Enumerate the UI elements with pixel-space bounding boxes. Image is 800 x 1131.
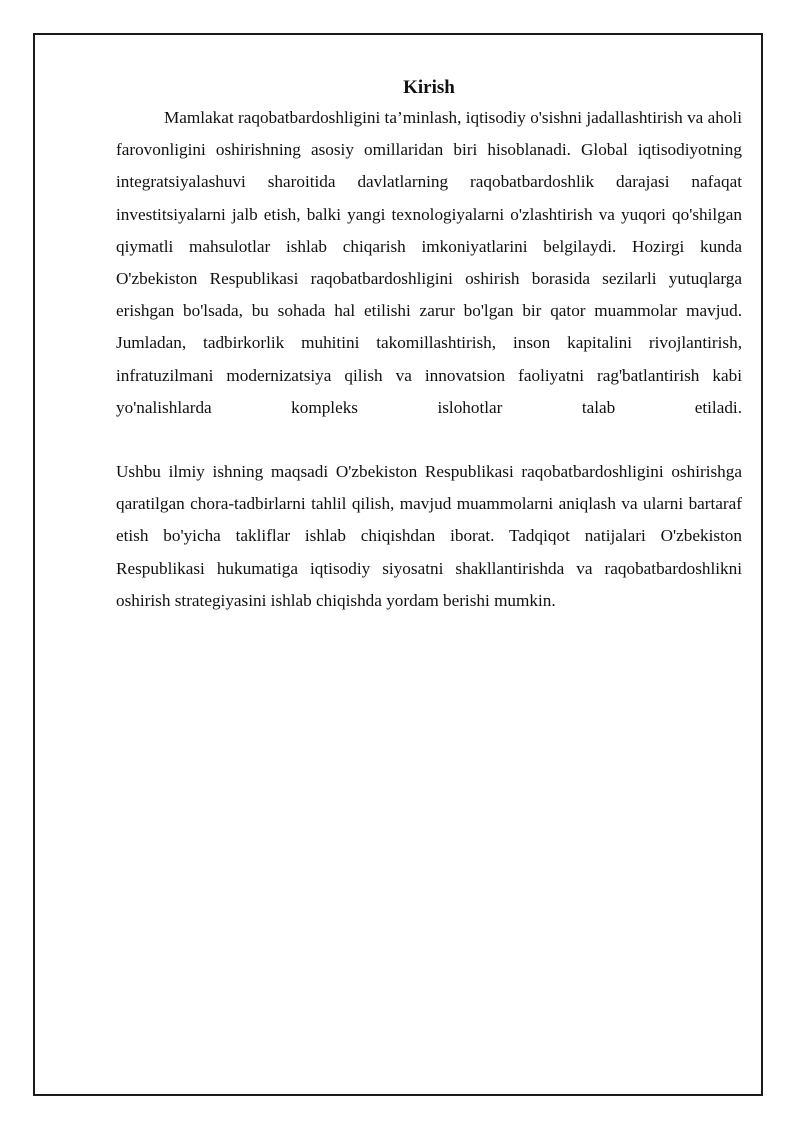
paragraph-introduction: Mamlakat raqobatbardoshligini ta’minlash, iqtisodiy o'sishni jadallashtirish va aholi farovonligini oshirishning asosiy omillaridan biri hisoblanadi. Global iqtisodiyotning integratsiyalashuvi sharoitida davlatlarning raqobatbardoshlik darajasi nafaqat investitsiyalarni jalb etish, balki yangi texnologiyalarni o'zlashtirish va yuqori qo'shilgan qiymatli mahsulotlar ishlab chiqarish imkoniyatlarini belgilaydi. Hozirgi kunda O'zbekiston Respublikasi raqobatbardoshligini oshirish borasida sezilarli yutuqlarga erishgan bo'lsada, bu sohada hal etilishi zarur bo'lgan bir qator muammolar mavjud. Jumladan, tadbirkorlik muhitini takomillashtirish, inson kapitalini rivojlantirish, infratuzilmani modernizatsiya qilish va innovatsion faoliyatni rag'batlantirish kabi yo'nalishlarda kompleks islohotlar talab etiladi. — [116, 108, 742, 417]
document-body — [116, 74, 742, 617]
paragraph-aim: Ushbu ilmiy ishning maqsadi O'zbekiston Respublikasi raqobatbardoshligini oshirishga qaratilgan chora-tadbirlarni tahlil qilish, mavjud muammolarni aniqlash va ularni bartaraf etish bo'yicha takliflar ishlab chiqishdan iborat. Tadqiqot natijalari O'zbekiston Respublikasi hukumatiga iqtisodiy siyosatni shakllantirishda va raqobatbardoshlikni oshirish strategiyasini ishlab chiqishda yordam berishi mumkin. — [116, 462, 742, 610]
page-title: Kirish — [403, 77, 455, 98]
